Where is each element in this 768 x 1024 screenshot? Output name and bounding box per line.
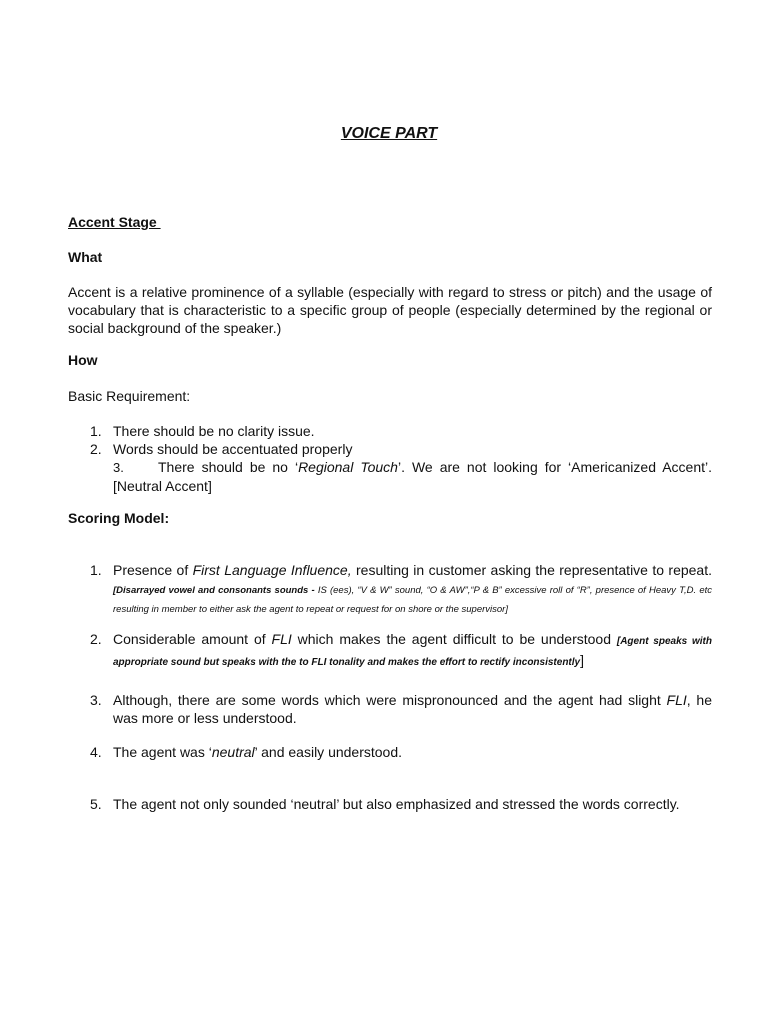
list-item-text: There should be no ‘: [158, 459, 299, 475]
list-item-text: There should be no clarity issue.: [113, 423, 315, 439]
scoring-item-body: [113, 561, 712, 617]
emphasis-text: neutral: [211, 744, 255, 760]
list-number: 1.: [90, 423, 102, 439]
what-heading: What: [68, 249, 103, 265]
closing-bracket: ]: [580, 652, 584, 668]
scoring-item-body: [113, 691, 712, 727]
list-item-text: Considerable amount of: [113, 631, 272, 647]
list-item: [68, 440, 712, 458]
list-item-text: ’ and easily understood.: [254, 744, 403, 760]
scoring-note-bold: [Disarrayed vowel and consonants sounds -: [113, 585, 318, 596]
scoring-item-body: [113, 630, 712, 672]
list-item: [68, 422, 712, 440]
list-item-text: Presence of: [113, 562, 193, 578]
scoring-item-3: [68, 691, 712, 727]
list-number: 2.: [90, 631, 102, 647]
list-item-text: Although, there are some words which were mispronounced and the agent had slight: [113, 692, 667, 708]
scoring-item-4: [68, 743, 712, 761]
list-number: 1.: [90, 562, 102, 578]
scoring-item-1: [68, 561, 712, 617]
emphasis-text: FLI: [271, 631, 292, 647]
how-heading: How: [68, 352, 98, 368]
list-item-text: resulting in customer asking the representative to repeat.: [351, 562, 713, 578]
page-title: VOICE PART: [340, 125, 438, 142]
basic-requirement-label: Basic Requirement:: [68, 388, 191, 404]
scoring-item-2: [68, 630, 712, 672]
scoring-note: [113, 585, 712, 615]
list-number: 3.: [113, 460, 124, 475]
emphasis-text: First Language Influence,: [192, 562, 352, 578]
emphasis-text: Regional Touch: [298, 459, 398, 475]
list-number: 4.: [90, 744, 102, 760]
list-item-text: ’. We are not looking for ‘Americanized Accent’. [Neutral Accent]: [113, 459, 713, 494]
emphasis-text: FLI: [666, 692, 687, 708]
scoring-item-body: The agent not only sounded ‘neutral’ but also emphasized and stressed the words correctly.: [113, 796, 680, 812]
scoring-note: [Agent speaks with appropriate sound but speaks with the to FLI tonality and makes the effort to rectify inconsistently: [113, 636, 712, 668]
scoring-item-body: [113, 743, 712, 761]
list-item-text: , he was more or less understood.: [113, 692, 712, 726]
list-item-text: Words should be accentuated properly: [113, 441, 353, 457]
list-item: [68, 458, 712, 495]
requirements-list: [68, 422, 712, 495]
section-heading-accent-stage: Accent Stage: [68, 214, 161, 230]
list-number: 5.: [90, 796, 102, 812]
scoring-item-5: [68, 795, 712, 813]
list-item-text: The agent was ‘: [113, 744, 212, 760]
what-paragraph: Accent is a relative prominence of a syllable (especially with regard to stress or pitch) and the usage of vocabulary that is characteristic to a specific group of people (especially determined by the regional or social background of the speaker.): [68, 284, 712, 336]
list-number: 2.: [90, 441, 102, 457]
list-number: 3.: [90, 692, 102, 708]
list-item-text: which makes the agent difficult to be understood: [291, 631, 617, 647]
scoring-note-text: IS (ees), “V & W” sound, “O & AW”,“P & B” excessive roll of “R”, presence of Heavy T,D. etc resulting in member to either ask the agent to repeat or request for on shore or the supervisor]: [113, 585, 712, 615]
section-heading-scoring-model: Scoring Model:: [68, 510, 170, 526]
